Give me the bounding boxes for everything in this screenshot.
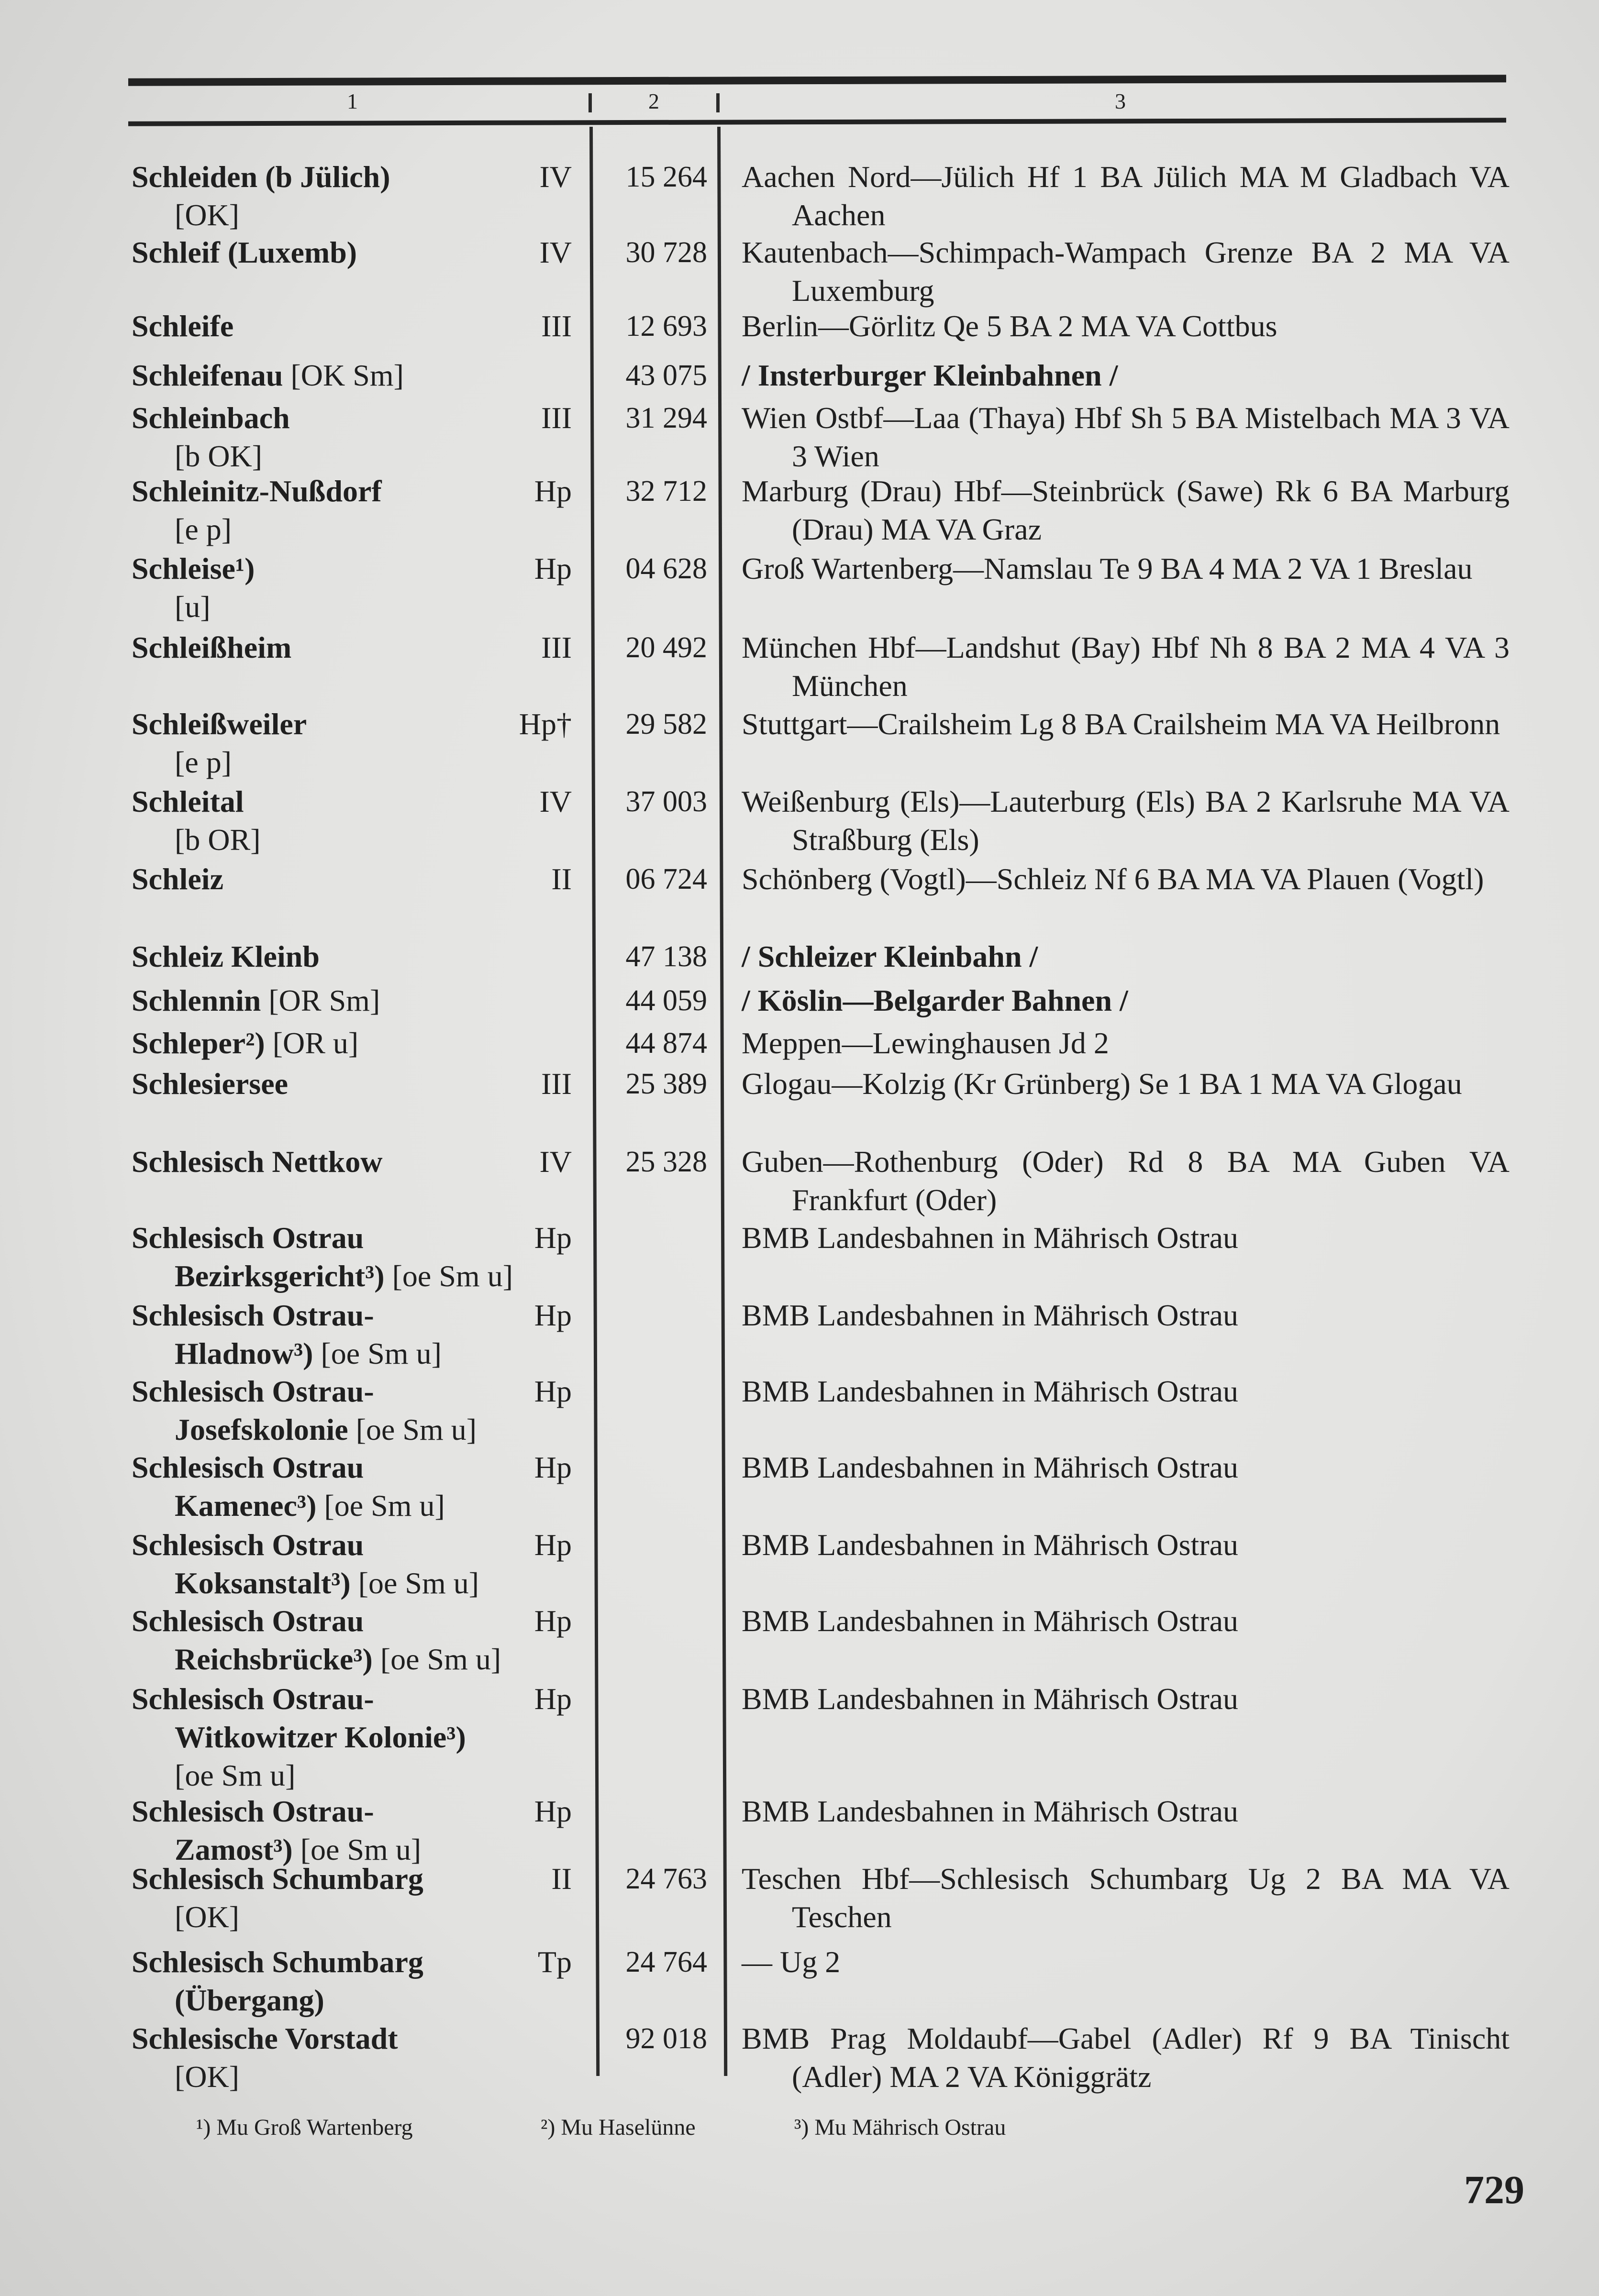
- route-description: Glogau—Kolzig (Kr Grünberg) Se 1 BA 1 MA VA Glogau: [742, 1067, 1462, 1101]
- route-description: Kautenbach—Schimpach-Wampach Grenze BA 2 MA VA Luxemburg: [742, 235, 1510, 308]
- station-class: IV: [539, 1145, 572, 1179]
- station-name: [132, 1065, 591, 1103]
- station-name-line: [132, 2058, 591, 2096]
- station-name-note: [oe Sm u]: [350, 1566, 479, 1600]
- route-description: BMB Landesbahnen in Mährisch Ostrau: [742, 1604, 1239, 1638]
- route-description: / Köslin—Belgarder Bahnen /: [742, 983, 1128, 1017]
- station-name: [132, 1680, 591, 1795]
- route-description: BMB Landesbahnen in Mährisch Ostrau: [742, 1374, 1239, 1408]
- header-bottom-rule: [128, 118, 1506, 126]
- station-name-bold: Zamost³): [175, 1832, 293, 1866]
- station-name-line: [132, 1718, 591, 1756]
- station-name-line: [132, 1024, 591, 1062]
- station-class: IV: [539, 784, 572, 818]
- station-name-bold: Josefskolonie: [175, 1413, 348, 1446]
- station-name-line: [132, 437, 591, 475]
- route-description: BMB Landesbahnen in Mährisch Ostrau: [742, 1450, 1239, 1484]
- station-name-bold: Schleinbach: [132, 401, 290, 435]
- station-name: [132, 1024, 591, 1062]
- station-class: Hp: [534, 1604, 572, 1638]
- station-class: Hp: [534, 1682, 572, 1716]
- column-divider-2: [716, 93, 720, 112]
- page-number: 729: [1464, 2168, 1524, 2212]
- station-class: Hp: [534, 1298, 572, 1332]
- station-name-note: [oe Sm u]: [316, 1489, 445, 1523]
- column-header-1: 1: [347, 89, 358, 113]
- footnote-2: ²) Mu Haselünne: [541, 2115, 696, 2140]
- station-name-bold: Schlesisch Ostrau-: [132, 1374, 374, 1408]
- station-class: III: [541, 401, 572, 435]
- route-description: Marburg (Drau) Hbf—Steinbrück (Sawe) Rk 6 BA Marburg (Drau) MA VA Graz: [742, 474, 1510, 546]
- station-name-bold: Schlesiersee: [132, 1067, 288, 1101]
- station-name-bold: Schlesische Vorstadt: [132, 2021, 398, 2055]
- station-name-line: [132, 1296, 591, 1335]
- route-description: BMB Landesbahnen in Mährisch Ostrau: [742, 1298, 1239, 1332]
- route-description: Wien Ostbf—Laa (Thaya) Hbf Sh 5 BA Mistelbach MA 3 VA 3 Wien: [742, 401, 1510, 473]
- station-number: 37 003: [625, 785, 707, 818]
- station-name-line: [132, 399, 591, 437]
- station-class: III: [541, 309, 572, 343]
- station-name-bold: Schlesisch Schumbarg: [132, 1862, 423, 1896]
- station-name-bold: Schlesisch Schumbarg: [132, 1945, 423, 1979]
- station-name-line: [132, 1981, 591, 2020]
- station-name-bold: Schleif (Luxemb): [132, 235, 357, 269]
- route-description: Teschen Hbf—Schlesisch Schumbarg Ug 2 BA MA VA Teschen: [742, 1862, 1510, 1934]
- station-name-line: [132, 550, 591, 588]
- station-name: [132, 2020, 591, 2096]
- station-name-bold: Schleinitz-Nußdorf: [132, 474, 382, 508]
- station-name-bold: Schleife: [132, 309, 234, 343]
- station-name-bold: Reichsbrücke³): [175, 1642, 373, 1676]
- route-description: Guben—Rothenburg (Oder) Rd 8 BA MA Guben VA Frankfurt (Oder): [742, 1145, 1510, 1217]
- station-name: [132, 399, 591, 475]
- station-name-line: [132, 158, 591, 196]
- station-name-line: [132, 1065, 591, 1103]
- station-name-line: [132, 1860, 591, 1898]
- station-name-note: [oe Sm u]: [348, 1413, 477, 1446]
- station-name-note: [oe Sm u]: [175, 1758, 296, 1792]
- station-name: [132, 1526, 591, 1602]
- station-name-bold: Hladnow³): [175, 1336, 313, 1370]
- station-name-line: [132, 1372, 591, 1411]
- station-name-bold: Schleper²): [132, 1026, 265, 1060]
- station-name-line: [132, 860, 591, 898]
- station-class: Tp: [537, 1945, 572, 1979]
- station-class: Hp: [534, 1794, 572, 1828]
- route-description: / Insterburger Kleinbahnen /: [742, 358, 1118, 392]
- station-name-bold: Schlesisch Ostrau-: [132, 1298, 374, 1332]
- station-name-line: [132, 1564, 591, 1602]
- station-name-line: [132, 1756, 591, 1795]
- route-description: / Schleizer Kleinbahn /: [742, 939, 1038, 973]
- station-name-line: [132, 1680, 591, 1718]
- station-name-bold: Schlesisch Ostrau: [132, 1221, 364, 1255]
- station-name-bold: Schleißheim: [132, 630, 292, 664]
- station-name-note: [OK]: [175, 198, 240, 232]
- station-name-note: [OK Sm]: [283, 358, 404, 392]
- route-description: BMB Landesbahnen in Mährisch Ostrau: [742, 1794, 1239, 1828]
- column-divider-2: [717, 127, 727, 2076]
- station-name-note: [oe Sm u]: [384, 1259, 513, 1293]
- station-number: 30 728: [625, 236, 707, 269]
- route-description: BMB Landesbahnen in Mährisch Ostrau: [742, 1221, 1239, 1255]
- station-name: [132, 356, 591, 395]
- route-description: Weißenburg (Els)—Lauterburg (Els) BA 2 Karlsruhe MA VA Straßburg (Els): [742, 784, 1510, 857]
- station-name-bold: Koksanstalt³): [175, 1566, 351, 1600]
- station-name-line: [132, 1411, 591, 1449]
- station-name-line: [132, 1898, 591, 1936]
- station-name-bold: Schleiz Kleinb: [132, 939, 320, 973]
- station-name-line: [132, 1219, 591, 1257]
- station-name-bold: Bezirksgericht³): [175, 1259, 385, 1293]
- station-name-line: [132, 1335, 591, 1373]
- station-name: [132, 938, 591, 976]
- station-name-line: [132, 233, 591, 272]
- station-class: IV: [539, 235, 572, 269]
- station-name-note: [OK]: [175, 1900, 240, 1934]
- station-name: [132, 982, 591, 1020]
- station-name-line: [132, 1143, 591, 1181]
- station-number: 25 389: [625, 1068, 707, 1100]
- station-name-bold: Schlesisch Ostrau: [132, 1450, 364, 1484]
- station-name: [132, 233, 591, 272]
- station-name: [132, 472, 591, 549]
- route-description: Groß Wartenberg—Namslau Te 9 BA 4 MA 2 VA 1 Breslau: [742, 552, 1473, 585]
- station-name-bold: (Übergang): [175, 1983, 324, 2017]
- route-description: Schönberg (Vogtl)—Schleiz Nf 6 BA MA VA Plauen (Vogtl): [742, 862, 1484, 896]
- station-number: 12 693: [625, 310, 707, 342]
- station-name-line: [132, 1526, 591, 1564]
- column-divider-1: [589, 127, 600, 2076]
- station-number: 06 724: [625, 863, 707, 895]
- column-divider-1: [589, 93, 592, 112]
- station-name-line: [132, 1602, 591, 1640]
- route-description: Aachen Nord—Jülich Hf 1 BA Jülich MA M Gladbach VA Aachen: [742, 160, 1510, 232]
- station-number: 20 492: [625, 631, 707, 664]
- station-name-line: [132, 510, 591, 549]
- station-name-line: [132, 1640, 591, 1678]
- station-name: [132, 1943, 591, 2020]
- station-number: 25 328: [625, 1146, 707, 1178]
- station-name-line: [132, 472, 591, 510]
- station-name: [132, 550, 591, 626]
- station-name-line: [132, 1257, 591, 1295]
- station-name-bold: Schlesisch Ostrau: [132, 1604, 364, 1638]
- station-name-line: [132, 1792, 591, 1831]
- station-class: Hp: [534, 552, 572, 585]
- route-description: — Ug 2: [742, 1945, 841, 1979]
- station-name-line: [132, 1943, 591, 1981]
- station-number: 44 059: [625, 984, 707, 1017]
- station-name-line: [132, 982, 591, 1020]
- station-number: 47 138: [625, 940, 707, 973]
- station-number: 24 763: [625, 1863, 707, 1895]
- column-header-3: 3: [1115, 89, 1126, 113]
- station-name-bold: Schleißweiler: [132, 707, 307, 741]
- station-class: Hp†: [519, 707, 572, 741]
- station-name-line: [132, 629, 591, 667]
- station-name-bold: Schlesisch Ostrau: [132, 1528, 364, 1562]
- route-description: BMB Prag Moldaubf—Gabel (Adler) Rf 9 BA Tinischt (Adler) MA 2 VA Königgrätz: [742, 2021, 1510, 2094]
- station-class: IV: [539, 160, 572, 194]
- station-class: II: [551, 1862, 572, 1896]
- station-class: III: [541, 1067, 572, 1101]
- station-name-bold: Schleital: [132, 784, 244, 818]
- station-name: [132, 1792, 591, 1869]
- header-top-rule: [128, 75, 1506, 86]
- route-description: Berlin—Görlitz Qe 5 BA 2 MA VA Cottbus: [742, 309, 1277, 343]
- station-number: 32 712: [625, 475, 707, 508]
- station-name-note: [e p]: [175, 745, 232, 779]
- station-number: 04 628: [625, 552, 707, 585]
- station-name: [132, 1296, 591, 1373]
- station-name-note: [e p]: [175, 512, 232, 546]
- station-name-bold: Schleiden (b Jülich): [132, 160, 390, 194]
- station-name-bold: Witkowitzer Kolonie³): [175, 1720, 466, 1754]
- route-description: Meppen—Lewinghausen Jd 2: [742, 1026, 1109, 1060]
- station-name: [132, 1602, 591, 1678]
- station-name-bold: Schleiz: [132, 862, 223, 896]
- station-number: 15 264: [625, 161, 707, 193]
- station-class: II: [551, 862, 572, 896]
- route-description: BMB Landesbahnen in Mährisch Ostrau: [742, 1528, 1239, 1562]
- station-name: [132, 1219, 591, 1295]
- station-name-note: [u]: [175, 590, 211, 624]
- station-name-bold: Schleifenau: [132, 358, 283, 392]
- station-number: 31 294: [625, 402, 707, 434]
- route-description: München Hbf—Landshut (Bay) Hbf Nh 8 BA 2 MA 4 VA 3 München: [742, 630, 1510, 703]
- station-name-note: [oe Sm u]: [313, 1336, 442, 1370]
- station-name-line: [132, 743, 591, 782]
- station-name-line: [132, 2020, 591, 2058]
- station-name: [132, 860, 591, 898]
- station-class: Hp: [534, 1450, 572, 1484]
- station-name-note: [b OR]: [175, 823, 261, 857]
- station-name: [132, 307, 591, 345]
- station-name: [132, 1372, 591, 1449]
- station-name-line: [132, 588, 591, 626]
- station-name: [132, 1860, 591, 1936]
- station-name-line: [132, 1448, 591, 1487]
- station-name-line: [132, 307, 591, 345]
- station-name-note: [oe Sm u]: [292, 1832, 422, 1866]
- station-name-note: [oe Sm u]: [372, 1642, 501, 1676]
- station-name: [132, 783, 591, 859]
- column-header-2: 2: [648, 89, 659, 113]
- footnote-3: ³) Mu Mährisch Ostrau: [794, 2115, 1006, 2140]
- station-name-line: [132, 1487, 591, 1525]
- station-name-bold: Schlesisch Nettkow: [132, 1145, 383, 1179]
- route-description: Stuttgart—Crailsheim Lg 8 BA Crailsheim MA VA Heilbronn: [742, 707, 1500, 741]
- station-number: 44 874: [625, 1027, 707, 1060]
- station-name: [132, 1143, 591, 1181]
- station-number: 29 582: [625, 708, 707, 740]
- station-name: [132, 158, 591, 234]
- station-class: III: [541, 630, 572, 664]
- station-name-bold: Schleise¹): [132, 552, 255, 585]
- station-name-note: [OK]: [175, 2060, 240, 2094]
- station-class: Hp: [534, 1374, 572, 1408]
- station-name-line: [132, 196, 591, 234]
- station-class: Hp: [534, 474, 572, 508]
- station-name-note: [OR Sm]: [261, 983, 380, 1017]
- station-name-line: [132, 938, 591, 976]
- station-number: 24 764: [625, 1946, 707, 1978]
- station-name-bold: Schlennin: [132, 983, 261, 1017]
- station-class: Hp: [534, 1221, 572, 1255]
- station-name-note: [b OK]: [175, 439, 263, 473]
- station-name: [132, 1448, 591, 1525]
- station-name-note: [OR u]: [265, 1026, 359, 1060]
- station-name-bold: Kamenec³): [175, 1489, 317, 1523]
- station-number: 43 075: [625, 359, 707, 392]
- station-name-line: [132, 783, 591, 821]
- station-class: Hp: [534, 1528, 572, 1562]
- station-name-line: [132, 821, 591, 859]
- station-name-bold: Schlesisch Ostrau-: [132, 1682, 374, 1716]
- station-name-bold: Schlesisch Ostrau-: [132, 1794, 374, 1828]
- station-name: [132, 629, 591, 667]
- station-number: 92 018: [625, 2022, 707, 2055]
- station-name-line: [132, 356, 591, 395]
- footnote-1: ¹) Mu Groß Wartenberg: [196, 2115, 413, 2140]
- route-description: BMB Landesbahnen in Mährisch Ostrau: [742, 1682, 1239, 1716]
